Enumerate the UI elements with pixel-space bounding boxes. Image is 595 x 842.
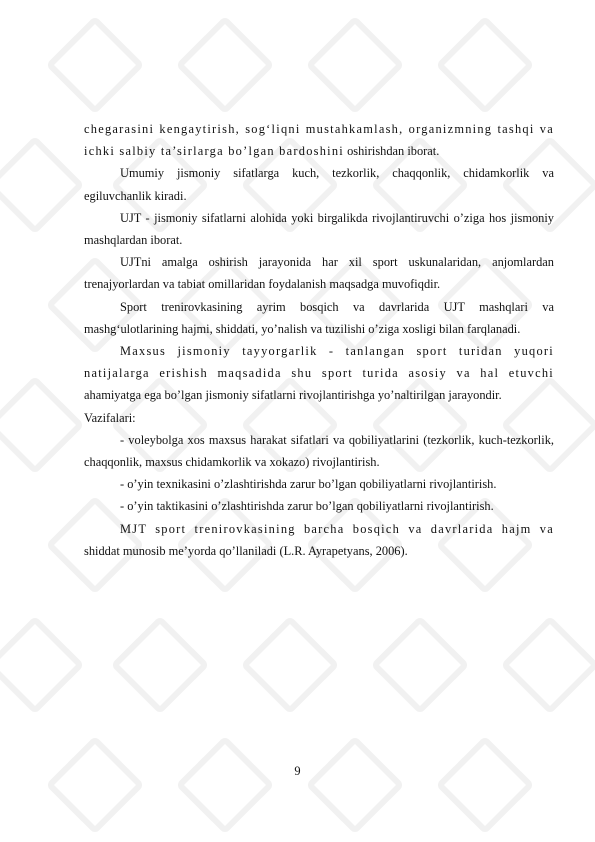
paragraph-p3 — [84, 207, 554, 251]
page-number: 9 — [294, 764, 301, 778]
document-page — [84, 118, 554, 562]
spaced-text: chegarasini kengaytirish, sog‘liqni mustahkamlash, organizmning tashqi va ichki salbiy ta’sirlarga bo’lgan bardoshini — [84, 122, 554, 159]
text: - o’yin texnikasini o’zlashtirishda zarur bo’lgan qobiliyatlarni rivojlantirish. — [120, 477, 497, 492]
text: - o’yin taktikasini o’zlashtirishda zarur bo’lgan qobiliyatlarni rivojlantirish. — [120, 499, 494, 514]
paragraph-p2 — [84, 162, 554, 206]
paragraph-p6 — [84, 340, 554, 407]
spaced-text: MJT sport trenirovkasining barcha bosqich va davrlarida hajm va — [120, 521, 554, 536]
spaced-text: Maxsus jismoniy tayyorgarlik - tanlangan sport turidan yuqori natijalarga erishish maqsadida shu sport turida asosiy va hal etuvchi — [84, 344, 554, 381]
text: Vazifalari: — [84, 410, 136, 425]
text: ahamiyatga ega bo’lgan jismoniy sifatlarni rivojlantirishga yo’naltirilgan jarayondir. — [84, 388, 502, 403]
list-item-task-2 — [84, 473, 554, 495]
text: oshirishdan iborat. — [344, 144, 440, 159]
paragraph-p4 — [84, 251, 554, 295]
text: shiddat munosib me’yorda qo’llaniladi (L.R. Ayrapetyans, 2006). — [84, 543, 408, 558]
list-item-task-1 — [84, 429, 554, 473]
text: Umumiy jismoniy sifatlarga kuch, tezkorlik, chaqqonlik, chidamkorlik va egiluvchanlik kiradi. — [84, 166, 554, 203]
text: UJTni amalga oshirish jarayonida har xil sport uskunalaridan, anjomlardan trenajyorlardan va tabiat omillaridan foydalanish maqsadga muvofiqdir. — [84, 255, 554, 292]
paragraph-p10 — [84, 518, 554, 562]
text: Sport trenirovkasining ayrim bosqich va davrlarida UJT mashqlari va mashg‘ulotlarining hajmi, shiddati, yo’nalish va tuzilishi o’ziga xosligi bilan farqlanadi. — [84, 299, 554, 336]
text: - voleybolga xos maxsus harakat sifatlari va qobiliyatlarini (tezkorlik, kuch-tezkorlik, chaqqonlik, maxsus chidamkorlik va xokazo) rivojlantirish. — [84, 432, 554, 470]
section-heading-vazifalari — [84, 407, 554, 429]
list-item-task-3 — [84, 495, 554, 517]
paragraph-p5 — [84, 296, 554, 340]
paragraph-p1 — [84, 118, 554, 162]
text: UJT - jismoniy sifatlarni alohida yoki birgalikda rivojlantiruvchi o’ziga hos jismoniy mashqlardan iborat. — [84, 210, 554, 248]
